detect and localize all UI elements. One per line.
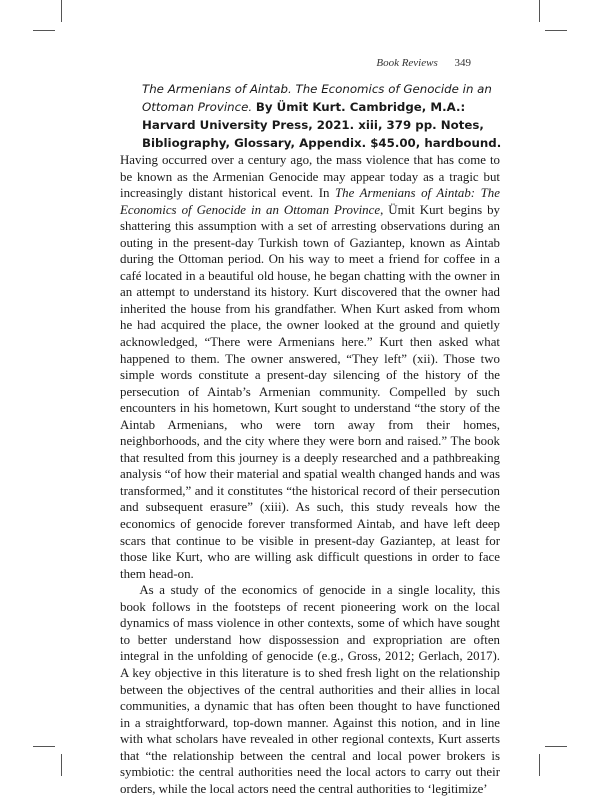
crop-mark-top-left [61,0,62,22]
crop-mark-bottom-right-h [545,746,567,747]
running-head-title: Book Reviews [376,57,438,69]
crop-mark-top-right [539,0,540,22]
crop-mark-bottom-left [61,754,62,776]
paragraph-1-text-b: , Ümit Kurt begins by shattering this assumption with a set of arresting observations during an outing in the present-day Turkish town of Gaziantep, known as Aintab during the Ottoman period. On his way to meet a friend for coffee in a café located in a beautiful old house, he began chatting with the owner in an attempt to understand its history. Kurt discovered that the owner had inherited the house from his grandfather. When Kurt asked from whom he had acquired the place, the owner looked at the ground and quietly acknowledged, “There were Armenians here.” Kurt then asked what happened to them. The owner answered, “They left” (xii). Those two simple words constitute a present-day silencing of the history of the persecution of Aintab’s Armenian community. Compelled by such encounters in his hometown, Kurt sought to understand “the story of the Aintab Armenians, who were torn away from their homes, neighborhoods, and the city where they were born and raised.” The book that resulted from this journey is a deeply researched and a pathbreaking analysis “of how their material and spatial wealth changed hands and was transformed,” and it constitutes “the historical record of their persecution and subsequent erasure” (xiii). As such, this study reveals how the economics of genocide forever transformed Aintab, and have left deep scars that continue to be visible in present-day Gaziantep, at least for those like Kurt, who are willing ask difficult questions in order to face them head-on. [120,202,500,581]
review-body [120,152,500,797]
paragraph-2: As a study of the economics of genocide in a single locality, this book follows in the footsteps of recent pioneering work on the local dynamics of mass violence in other contexts, some of which have sought to better understand how dispossession and expropriation are often integral in the unfolding of genocide (e.g., Gross, 2012; Gerlach, 2017). A key objective in this literature is to shed fresh light on the relationship between the objectives of the central authorities and their allies in local communities, a dynamic that has often been thought to have functioned in a straightforward, top-down manner. Against this notion, and in line with what scholars have revealed in other regional contexts, Kurt asserts that “the relationship between the central and local power brokers is symbiotic: the central authorities need the local actors to carry out their orders, while the local actors need the central authorities to ‘legitimize’ [120,583,500,796]
crop-mark-bottom-left-h [33,746,55,747]
crop-mark-bottom-right [539,754,540,776]
citation-details: By Ümit Kurt. Cambridge, M.A.: Harvard University Press, 2021. xiii, 379 pp. Notes, Bibliography, Glossary, Appendix. $45.00, hardbound. [142,100,502,150]
citation-book-title: The Armenians of Aintab. The Economics of Genocide in an Ottoman Province. [142,82,492,114]
crop-mark-top-right-h [545,30,567,31]
paragraph-1-book-title: The Armenians of Aintab: The Economics of Genocide in an Ottoman Province [120,186,500,217]
page-number: 349 [454,57,471,69]
paragraph-1 [120,152,500,582]
running-head [376,57,471,69]
book-citation [142,80,504,152]
crop-mark-top-left-h [33,30,55,31]
paragraph-1-text-a: Having occurred over a century ago, the mass violence that has come to be known as the Armenian Genocide may appear today as a tragic but increasingly distant historical event. In [120,153,500,201]
